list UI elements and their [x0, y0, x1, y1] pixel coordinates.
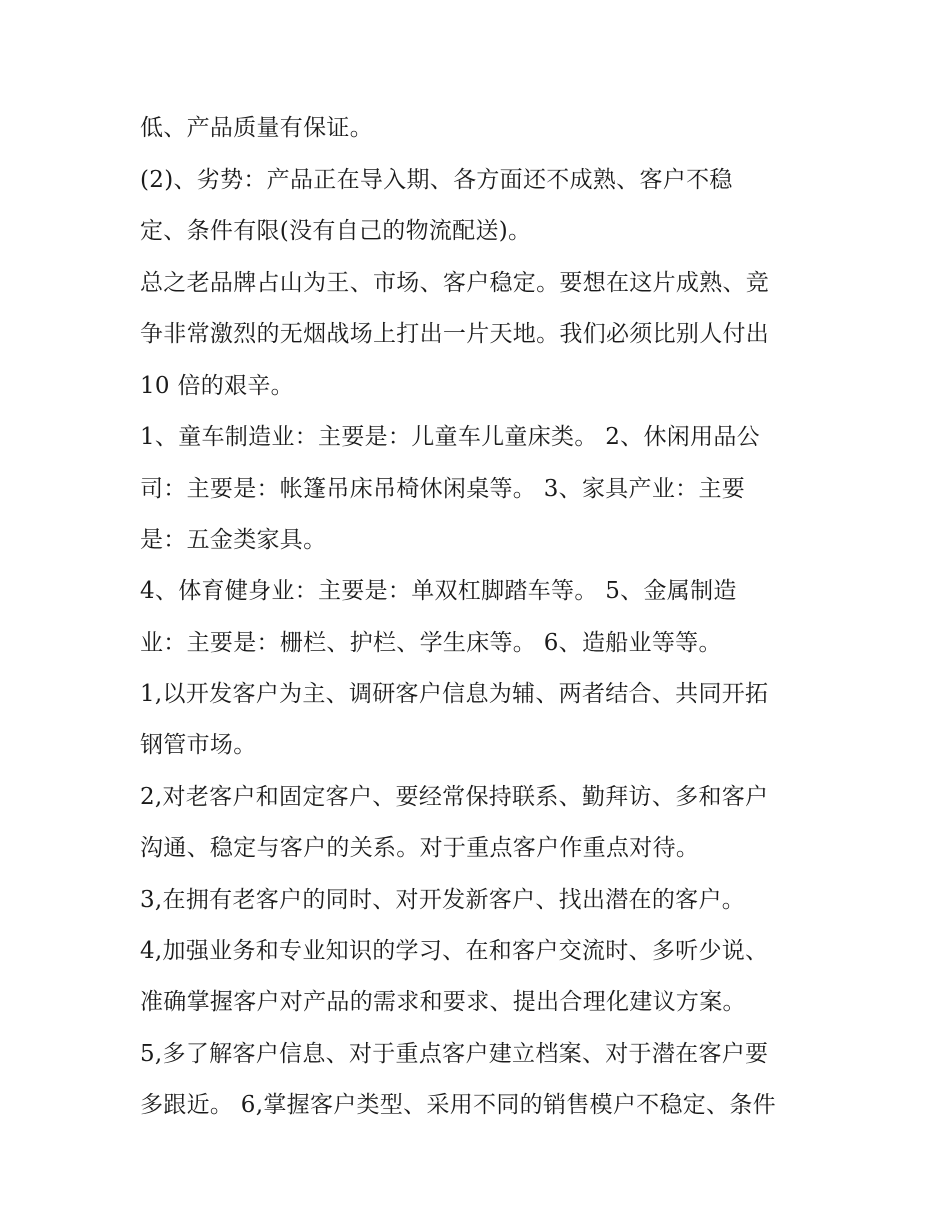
text-line: 2,对老客户和固定客户、要经常保持联系、勤拜访、多和客户: [140, 784, 769, 810]
text-line: 低、产品质量有保证。: [140, 115, 373, 141]
text-line: 10 倍的艰辛。: [140, 373, 294, 399]
text-line: 是：五金类家具。: [140, 527, 327, 553]
text-line: 4、体育健身业：主要是：单双杠脚踏车等。 5、金属制造: [140, 578, 737, 604]
text-line: 沟通、稳定与客户的关系。对于重点客户作重点对待。: [140, 835, 700, 861]
text-line: 多跟近。 6,掌握客户类型、采用不同的销售模户不稳定、条件: [140, 1092, 776, 1118]
text-line: 5,多了解客户信息、对于重点客户建立档案、对于潜在客户要: [140, 1041, 769, 1067]
text-line: 司：主要是：帐篷吊床吊椅休闲桌等。 3、家具产业：主要: [140, 476, 746, 502]
text-line: 争非常激烈的无烟战场上打出一片天地。我们必须比别人付出: [140, 321, 770, 347]
text-line: 1,以开发客户为主、调研客户信息为辅、两者结合、共同开拓: [140, 681, 769, 707]
text-line: 定、条件有限(没有自己的物流配送)。: [140, 218, 532, 244]
text-line: 钢管市场。: [140, 732, 257, 758]
text-line: (2)、劣势：产品正在导入期、各方面还不成熟、客户不稳: [140, 167, 733, 193]
text-line: 业：主要是：栅栏、护栏、学生床等。 6、造船业等等。: [140, 630, 722, 656]
text-line: 3,在拥有老客户的同时、对开发新客户、找出潜在的客户。: [140, 887, 746, 913]
text-line: 总之老品牌占山为王、市场、客户稳定。要想在这片成熟、竞: [140, 270, 770, 296]
text-line: 准确掌握客户对产品的需求和要求、提出合理化建议方案。: [140, 989, 746, 1015]
text-line: 1、童车制造业：主要是：儿童车儿童床类。 2、休闲用品公: [140, 424, 760, 450]
text-line: 4,加强业务和专业知识的学习、在和客户交流时、多听少说、: [140, 938, 769, 964]
